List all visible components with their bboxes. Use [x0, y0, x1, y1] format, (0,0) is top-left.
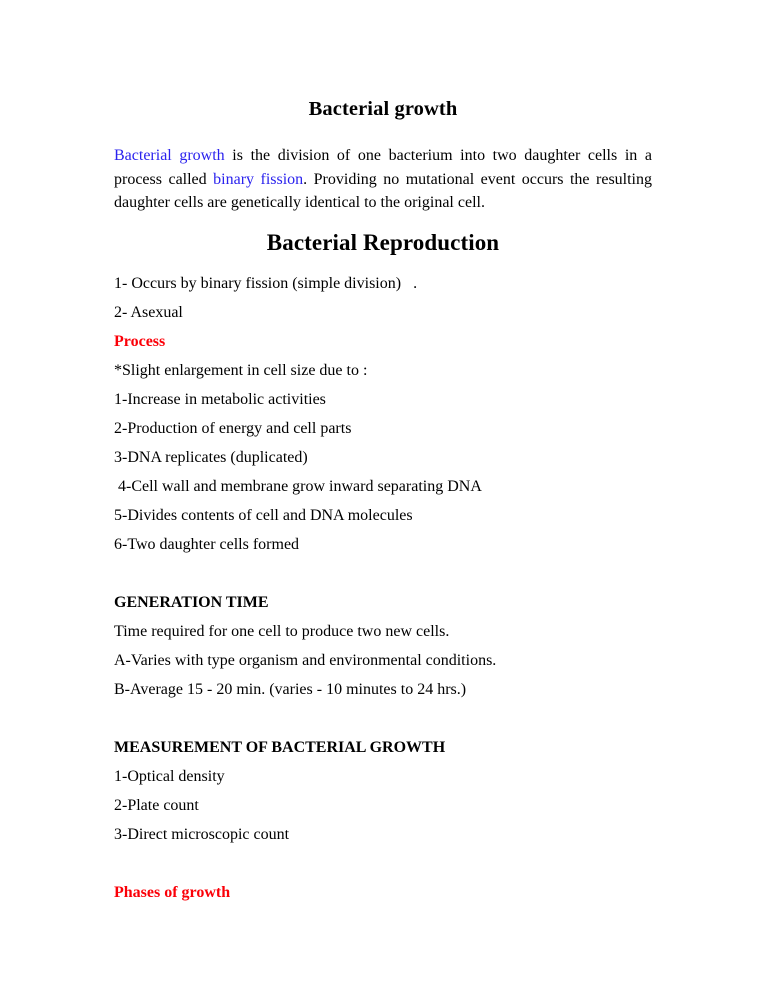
link-bacterial-growth[interactable]: Bacterial growth: [114, 147, 225, 164]
page-title: Bacterial growth: [308, 98, 458, 120]
intro-text-1: is the division of one bacterium into two daughter cells in a process called: [114, 147, 652, 188]
spacer-before-generation-time: [114, 559, 652, 588]
measurement-item-3: 3-Direct microscopic count: [114, 825, 290, 843]
process-step-6: 6-Two daughter cells formed: [114, 535, 300, 553]
reproduction-item-2: 2- Asexual: [114, 303, 183, 321]
process-step-1: 1-Increase in metabolic activities: [114, 390, 326, 408]
link-binary-fission[interactable]: binary fission: [213, 170, 304, 188]
section-heading-measurement: MEASUREMENT OF BACTERIAL GROWTH: [114, 738, 446, 756]
section-heading-bacterial-reproduction: Bacterial Reproduction: [266, 229, 500, 255]
section-heading-generation-time: GENERATION TIME: [114, 593, 269, 611]
phases-of-growth-label: Phases of growth: [114, 883, 231, 901]
spacer-before-measurement: [114, 704, 652, 733]
measurement-item-2: 2-Plate count: [114, 796, 199, 814]
process-step-3: 3-DNA replicates (duplicated): [114, 448, 308, 466]
process-step-5: 5-Divides contents of cell and DNA molecules: [114, 506, 413, 524]
process-step-2: 2-Production of energy and cell parts: [114, 419, 352, 437]
process-step-4: 4-Cell wall and membrane grow inward separating DNA: [114, 477, 482, 495]
generation-time-line-3: B-Average 15 - 20 min. (varies - 10 minutes to 24 hrs.): [114, 680, 467, 698]
spacer-before-phases: [114, 849, 652, 878]
intro-text-2: . Providing no mutational event occurs the resulting daughter cells are genetically identical to the original cell.: [114, 170, 652, 211]
process-label: Process: [114, 332, 166, 350]
generation-time-line-1: Time required for one cell to produce two new cells.: [114, 622, 450, 640]
process-intro: *Slight enlargement in cell size due to :: [114, 361, 368, 379]
generation-time-line-2: A-Varies with type organism and environmental conditions.: [114, 651, 497, 669]
intro-paragraph: [114, 144, 652, 215]
measurement-item-1: 1-Optical density: [114, 767, 225, 785]
reproduction-item-1: 1- Occurs by binary fission (simple division) .: [114, 274, 418, 292]
